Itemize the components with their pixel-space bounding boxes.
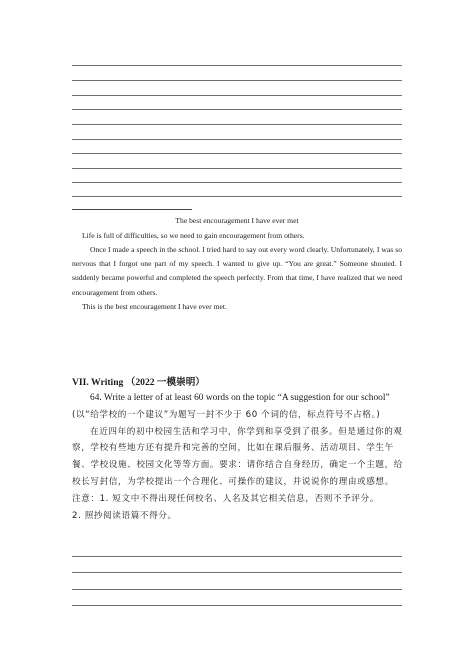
answer-line [72, 109, 402, 110]
writing-task [72, 390, 404, 524]
answer-line [72, 65, 402, 66]
essay-paragraph: Life is full of difficulties, so we need to gain encouragement from others. [82, 231, 305, 240]
essay-title: The best encouragement I have ever met [175, 216, 299, 225]
essay-paragraph: This is the best encouragement I have ever met. [82, 302, 227, 311]
answer-line [72, 80, 402, 81]
answer-line[interactable] [72, 605, 402, 606]
answer-line [72, 153, 402, 154]
prompt-text: 在近四年的初中校园生活和学习中，你学到和享受到了很多。但是通过你的观察，学校有些地方还有提升和完善的空间，比如在课后服务、活动项目、学生午餐、学校设施、校园文化等等方面。要求：请你结合自身经历，确定一个主题，给校长写封信，为学校提出一个合理化、可操作的建议，并说说你的理由或感想。 [72, 426, 403, 487]
section-heading: VII. Writing （2022 一模崇明） [72, 377, 205, 388]
answer-line [72, 168, 402, 169]
answer-line [72, 95, 402, 96]
answer-line [72, 196, 402, 197]
answer-line [72, 124, 402, 125]
essay-paragraph: Once I made a speech in the school. I tried hard to say out every word clearly. Unfortunately, I was so nervous that I forgot one part of my speech. I wanted to give up. “You are great.” Someone shouted. I suddenly became powerful and completed the speech perfectly. From that time, I have realized that we need encouragement from others. [72, 245, 402, 297]
question-instruction: (以“给学校的一个建议”为题写一封不少于 60 个词的信，标点符号不占格。) [72, 409, 381, 420]
separator-line [72, 209, 192, 210]
answer-line [72, 182, 402, 183]
answer-line [72, 139, 402, 140]
answer-line[interactable] [72, 572, 402, 573]
answer-line[interactable] [72, 556, 402, 557]
answer-line[interactable] [72, 589, 402, 590]
question-text: 64. Write a letter of at least 60 words on the topic “A suggestion for our school” [90, 393, 390, 403]
note-text: 2. 照抄阅读语篇不得分。 [72, 510, 177, 521]
note-text: 注意：1. 短文中不得出现任何校名、人名及其它相关信息，否则不予评分。 [72, 493, 379, 504]
